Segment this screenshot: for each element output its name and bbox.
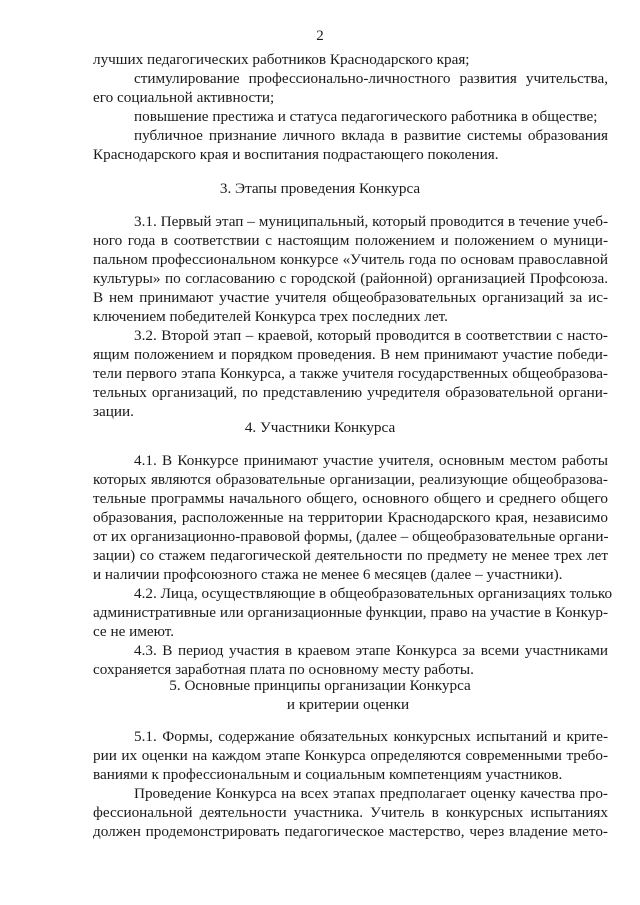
section5-line: должен продемонстрировать педагогическое мастерство, через владение мето- [93,823,608,840]
goal-line: лучших педагогических работников Краснодарского края; [93,51,470,68]
section4-line: которых являются образовательные организации, реализующие общеобразова- [93,471,608,488]
section3-line: пальном профессиональном конкурсе «Учитель года по основам православной [93,251,608,268]
section3-line: тельных организаций, по представлению учредителя образовательной органи- [93,384,608,401]
section4-line: зации) со стажем педагогической деятельности по предмету не менее трех лет [93,547,608,564]
section-heading-4: 4. Участники Конкурса [244,419,396,436]
section3-line: тели первого этапа Конкурса, а также учителя государственных общеобразова- [93,365,608,382]
section3-line: ного года в соответствии с настоящим положением и положением о муници- [93,232,608,249]
section-heading-5: 5. Основные принципы организации Конкурса [169,677,471,694]
section4-line: тельные программы начального общего, основного общего и среднего общего [93,490,608,507]
section3-line: ключением победителей Конкурса трех последних лет. [93,308,448,325]
section4-line: от их организационно-правовой формы, (далее – общеобразовательные органи- [93,528,609,545]
goal-line: публичное признание личного вклада в развитие системы образования [134,127,608,144]
section5-line: Проведение Конкурса на всех этапах предполагает оценку качества про- [134,785,608,802]
section3-line: культуры» по согласованию с городской (районной) организацией Профсоюза. [93,270,608,287]
section4-line: и наличии профсоюзного стажа не менее 6 месяцев (далее – участники). [93,566,563,583]
section3-line: 3.2. Второй этап – краевой, который проводится в соответствии с насто- [134,327,608,344]
section4-line: се не имеют. [93,623,175,640]
section3-line: В нем принимают участие учителя общеобразовательных организаций за ис- [93,289,608,306]
section3-line: ящим положением и порядком проведения. В нем принимают участие победи- [93,346,608,363]
goal-line: Краснодарского края и воспитания подрастающего поколения. [93,146,499,163]
section3-line: зации. [93,403,134,420]
section4-line: 4.2. Лица, осуществляющие в общеобразовательных организациях только [134,585,613,602]
section3-line: 3.1. Первый этап – муниципальный, который проводится в течение учеб- [134,213,608,230]
section5-line: фессиональной деятельности участника. Учитель в конкурсных испытаниях [93,804,608,821]
section5-line: ваниями к профессиональным и социальным компетенциям участников. [93,766,563,783]
section4-line: 4.1. В Конкурсе принимают участие учителя, основным местом работы [134,452,608,469]
goal-line: повышение престижа и статуса педагогического работника в обществе; [134,108,598,125]
section-heading-3: 3. Этапы проведения Конкурса [219,180,421,197]
section5-line: рии их оценки на каждом этапе Конкурса определяются современными требо- [93,747,608,764]
page-number: 2 [316,28,324,44]
goal-line: его социальной активности; [93,89,275,106]
section4-line: административные или организационные функции, право на участие в Конкур- [93,604,608,621]
goal-line: стимулирование профессионально-личностного развития учительства, [134,70,608,87]
section-heading-5-continued: и критерии оценки [286,696,410,713]
section4-line: сохраняется заработная плата по основному месту работы. [93,661,474,678]
section4-line: 4.3. В период участия в краевом этапе Конкурса за всеми участниками [134,642,608,659]
section4-line: образования, расположенные на территории Краснодарского края, независимо [93,509,608,526]
section5-line: 5.1. Формы, содержание обязательных конкурсных испытаний и крите- [134,728,608,745]
